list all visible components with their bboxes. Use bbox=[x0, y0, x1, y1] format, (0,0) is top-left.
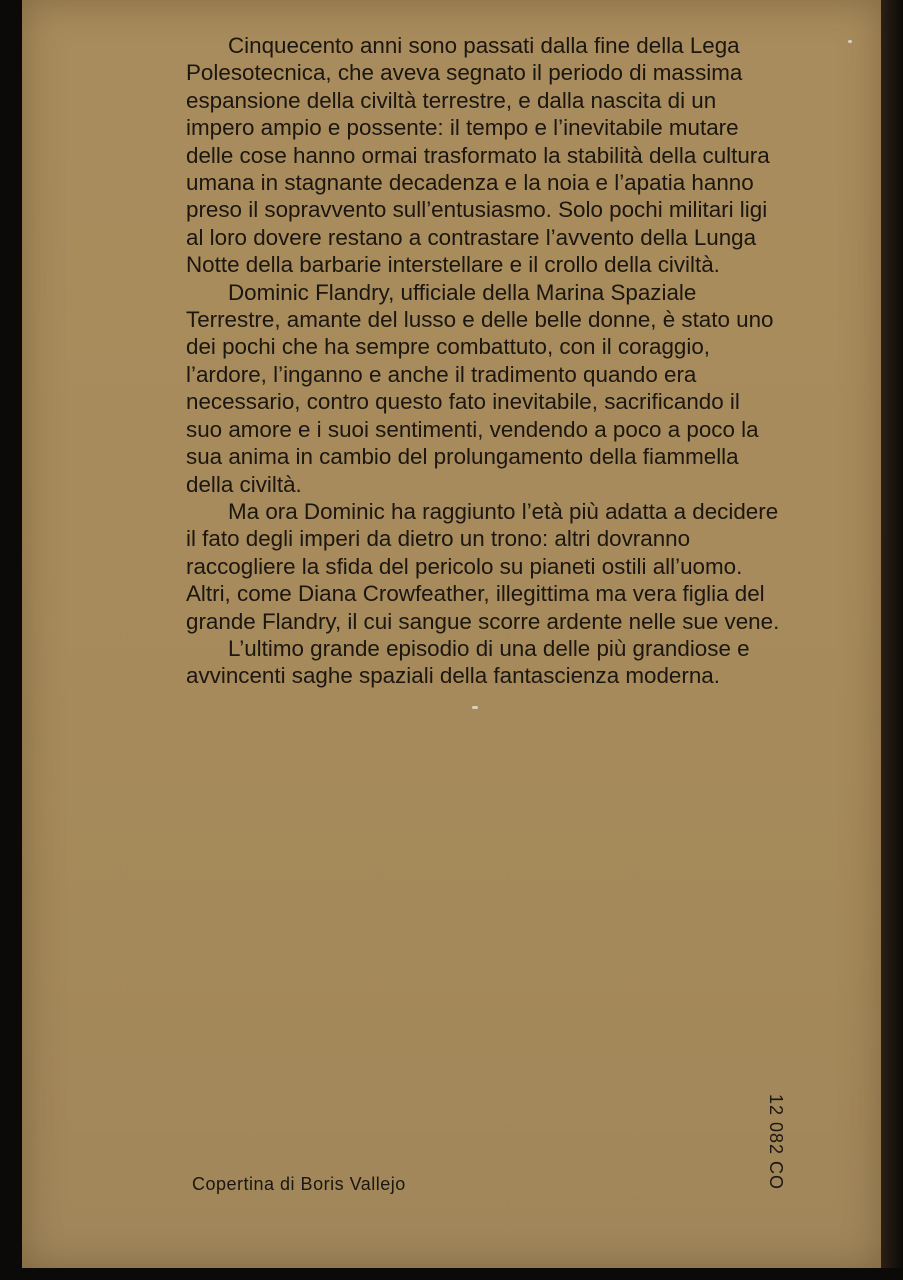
blurb-paragraph-1: Cinquecento anni sono passati dalla fine della Lega Polesotecnica, che aveva segnato il periodo di massima espansione della civiltà terrestre, e dalla nascita di un impero ampio e possente: il tempo e l’inevitabile mutare delle cose hanno ormai trasformato la stabilità della cultura umana in stagnante decadenza e la noia e l’apatia hanno preso il sopravvento sull’entusiasmo. Solo pochi militari ligi al loro dovere restano a contrastare l’avvento della Lunga Notte della barbarie interstellare e il crollo della civiltà. bbox=[186, 33, 770, 278]
cover-art-credit: Copertina di Boris Vallejo bbox=[192, 1174, 406, 1194]
catalog-code: 12 082 CO bbox=[766, 1094, 786, 1191]
bottom-edge bbox=[0, 1268, 903, 1280]
blurb-paragraph-4: L’ultimo grande episodio di una delle più grandiose e avvincenti saghe spaziali della fantascienza moderna. bbox=[186, 635, 750, 689]
page-edge-shadow bbox=[881, 0, 903, 1280]
paper-speck bbox=[472, 706, 478, 709]
blurb-paragraph-2: Dominic Flandry, ufficiale della Marina Spaziale Terrestre, amante del lusso e delle belle donne, è stato uno dei pochi che ha sempre combattuto, con il coraggio, l’ardore, l’inganno e anche il tradimento quando era necessario, contro questo fato inevitabile, sacrificando il suo amore e i suoi sentimenti, vendendo a poco a poco la sua anima in cambio del prolungamento della fiammella della civiltà. bbox=[186, 279, 774, 497]
blurb-paragraph-3: Ma ora Dominic ha raggiunto l’età più adatta a decidere il fato degli imperi da dietro un trono: altri dovranno raccogliere la sfida del pericolo su pianeti ostili all’uomo. Altri, come Diana Crowfeather, illegittima ma vera figlia del grande Flandry, il cui sangue scorre ardente nelle sue vene. bbox=[186, 498, 780, 634]
back-cover-blurb bbox=[186, 32, 780, 690]
paper-speck bbox=[848, 40, 852, 43]
